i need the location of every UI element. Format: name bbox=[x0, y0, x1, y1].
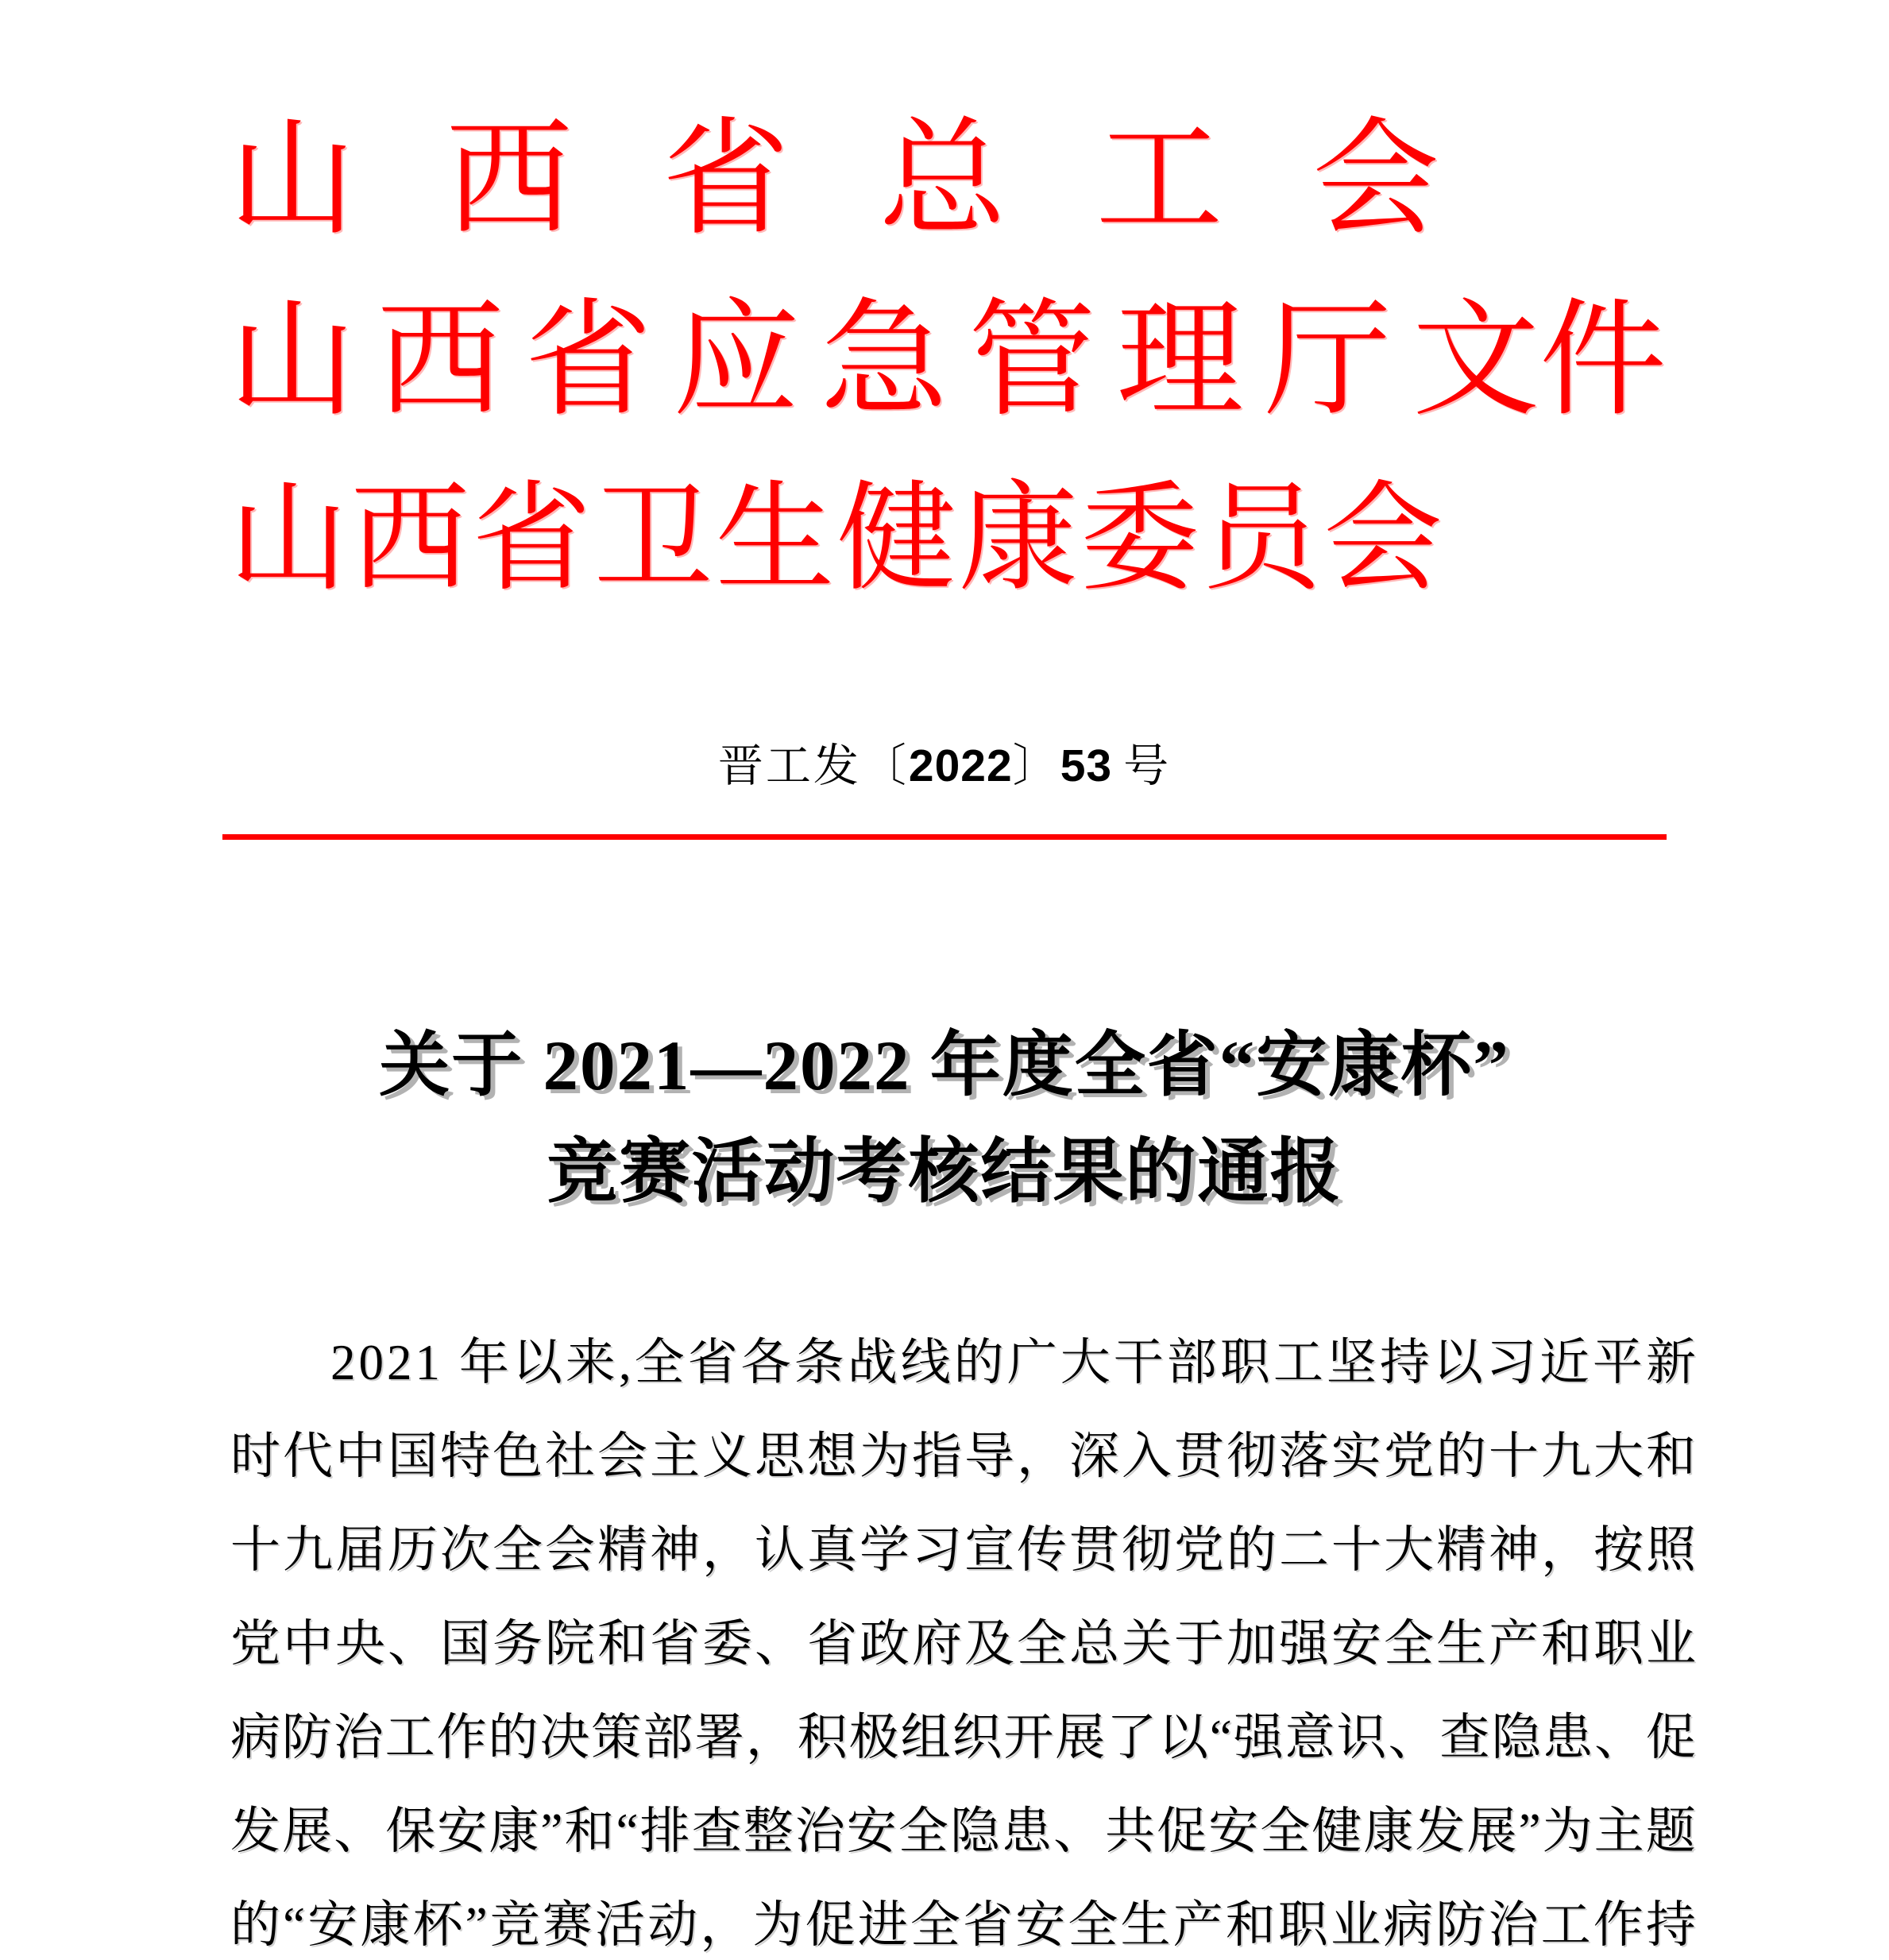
body-glyph: 大 bbox=[1060, 1334, 1111, 1390]
body-glyph: 职 bbox=[1219, 1334, 1270, 1390]
body-glyph: 意 bbox=[1284, 1709, 1335, 1765]
body-glyph: 、 bbox=[1594, 1709, 1645, 1765]
body-glyph: 关 bbox=[1122, 1615, 1172, 1672]
body-glyph: 年 bbox=[458, 1334, 509, 1390]
body-text-line bbox=[230, 1503, 1696, 1597]
body-glyph: 和 bbox=[1541, 1615, 1591, 1672]
body-glyph: 查 bbox=[691, 1803, 742, 1859]
body-glyph: 二 bbox=[1279, 1521, 1329, 1578]
letterhead-glyph: 健 bbox=[836, 474, 956, 605]
body-glyph: 极 bbox=[848, 1709, 899, 1765]
letterhead-glyph: 山 bbox=[229, 109, 357, 250]
body-glyph: 患 bbox=[1543, 1709, 1593, 1765]
body-glyph: 进 bbox=[857, 1896, 908, 1953]
body-glyph: 竞 bbox=[489, 1896, 540, 1953]
body-glyph: 查 bbox=[1439, 1709, 1490, 1765]
body-glyph: 展 bbox=[1055, 1709, 1106, 1765]
letterhead-glyph: 省 bbox=[524, 290, 652, 431]
letterhead-glyph: 委 bbox=[1080, 474, 1199, 605]
body-text-line bbox=[230, 1691, 1696, 1784]
body-glyph: 九 bbox=[1541, 1428, 1591, 1484]
body-glyph: 精 bbox=[597, 1521, 647, 1578]
letterhead-glyph: 康 bbox=[958, 474, 1078, 605]
body-glyph: “ bbox=[616, 1803, 639, 1859]
body-glyph: 赛 bbox=[542, 1896, 593, 1953]
body-paragraph bbox=[230, 1316, 1696, 1960]
body-glyph: 业 bbox=[1646, 1615, 1696, 1672]
body-glyph: 党 bbox=[230, 1615, 280, 1672]
body-glyph: 1 bbox=[415, 1334, 441, 1390]
body-glyph: 和 bbox=[597, 1615, 647, 1672]
letterhead-glyph: 山 bbox=[229, 290, 357, 431]
body-glyph: 发 bbox=[230, 1803, 280, 1859]
body-glyph: 总 bbox=[1069, 1615, 1119, 1672]
body-glyph: 以 bbox=[1158, 1709, 1209, 1765]
body-glyph: 十 bbox=[230, 1521, 280, 1578]
body-glyph: 彻 bbox=[1226, 1428, 1277, 1484]
body-glyph: 会 bbox=[545, 1521, 595, 1578]
body-glyph: 代 bbox=[283, 1428, 333, 1484]
body-glyph: 和 bbox=[1646, 1428, 1696, 1484]
body-glyph: 学 bbox=[860, 1521, 910, 1578]
doc-number-suffix: 号 bbox=[1123, 741, 1172, 791]
body-glyph: 省 bbox=[963, 1896, 1014, 1953]
body-glyph: 安 bbox=[307, 1896, 358, 1953]
letterhead-glyph: 西 bbox=[350, 474, 470, 605]
body-glyph: 防 bbox=[281, 1709, 332, 1765]
body-glyph: ， bbox=[1541, 1521, 1591, 1578]
body-glyph: 次 bbox=[440, 1521, 490, 1578]
body-glyph: 安 bbox=[437, 1803, 488, 1859]
issuer-line-health-commission bbox=[229, 474, 1443, 605]
body-glyph: 国 bbox=[388, 1428, 438, 1484]
letterhead-glyph: 卫 bbox=[593, 474, 713, 605]
red-divider-rule bbox=[222, 834, 1667, 840]
body-glyph: 积 bbox=[797, 1709, 848, 1765]
body-glyph: 为 bbox=[1542, 1803, 1593, 1859]
body-glyph: 作 bbox=[436, 1709, 487, 1765]
letterhead-glyph: 急 bbox=[820, 290, 948, 431]
body-glyph: 为 bbox=[860, 1428, 910, 1484]
body-glyph: 康 bbox=[489, 1803, 539, 1859]
body-glyph: 的 bbox=[488, 1709, 539, 1765]
letterhead-glyph: 生 bbox=[715, 474, 835, 605]
body-glyph: 习 bbox=[912, 1521, 962, 1578]
body-glyph: ， bbox=[702, 1521, 752, 1578]
body-glyph: 落 bbox=[1279, 1428, 1329, 1484]
body-glyph: 府 bbox=[912, 1615, 962, 1672]
body-glyph: 全 bbox=[634, 1334, 685, 1390]
body-glyph: 2 bbox=[330, 1334, 356, 1390]
body-glyph: 治 bbox=[1488, 1896, 1539, 1953]
body-glyph: 会 bbox=[597, 1428, 647, 1484]
body-glyph: 导 bbox=[964, 1428, 1014, 1484]
body-glyph: 近 bbox=[1539, 1334, 1590, 1390]
body-glyph: 届 bbox=[335, 1521, 385, 1578]
body-glyph: 2 bbox=[387, 1334, 412, 1390]
document-number bbox=[0, 739, 1889, 794]
body-glyph: 安 bbox=[1331, 1615, 1381, 1672]
body-glyph: 党 bbox=[1174, 1521, 1224, 1578]
body-glyph: 坚 bbox=[1326, 1334, 1377, 1390]
body-glyph: 患 bbox=[1001, 1803, 1052, 1859]
body-glyph: 按 bbox=[1593, 1521, 1644, 1578]
body-glyph: 产 bbox=[1172, 1896, 1223, 1953]
body-glyph: 工 bbox=[1273, 1334, 1323, 1390]
body-glyph: 排 bbox=[639, 1803, 690, 1859]
body-glyph: 全 bbox=[898, 1803, 948, 1859]
body-glyph: 的 bbox=[953, 1334, 1004, 1390]
body-glyph: “ bbox=[283, 1896, 306, 1953]
body-glyph: 社 bbox=[545, 1428, 595, 1484]
doc-number-year: 2022 bbox=[908, 740, 1013, 791]
body-glyph: 、 bbox=[388, 1615, 438, 1672]
body-glyph: 健 bbox=[1311, 1803, 1362, 1859]
body-glyph: 产 bbox=[1489, 1615, 1539, 1672]
body-glyph: 、 bbox=[1053, 1803, 1103, 1859]
body-glyph: 指 bbox=[912, 1428, 962, 1484]
letterhead-glyph: 山 bbox=[229, 474, 349, 605]
body-text-line bbox=[230, 1409, 1696, 1503]
body-glyph: 十 bbox=[1331, 1521, 1381, 1578]
body-glyph: 活 bbox=[595, 1896, 646, 1953]
body-glyph: 宣 bbox=[964, 1521, 1014, 1578]
letterhead-glyph: 会 bbox=[1311, 109, 1439, 250]
letterhead-glyph: 西 bbox=[377, 290, 504, 431]
body-glyph: 历 bbox=[388, 1521, 438, 1578]
body-glyph: 大 bbox=[1593, 1428, 1644, 1484]
document-title-line-2: 竞赛活动考核结果的通报 bbox=[547, 1134, 1342, 1212]
body-glyph: 委 bbox=[702, 1615, 752, 1672]
body-glyph: 广 bbox=[1006, 1334, 1057, 1390]
letterhead-glyph: 应 bbox=[672, 290, 800, 431]
body-glyph: 、 bbox=[334, 1803, 384, 1859]
body-glyph: 义 bbox=[702, 1428, 752, 1484]
body-glyph: 条 bbox=[794, 1334, 844, 1390]
body-glyph: 杯 bbox=[412, 1896, 463, 1953]
body-glyph: 促 bbox=[1157, 1803, 1207, 1859]
body-glyph: 和 bbox=[1225, 1896, 1276, 1953]
body-glyph: 促 bbox=[1645, 1709, 1696, 1765]
body-glyph: 持 bbox=[1645, 1896, 1696, 1953]
body-glyph: 强 bbox=[1279, 1615, 1329, 1672]
issuer-line-federation-of-trade-unions bbox=[229, 109, 1439, 250]
body-glyph: 题 bbox=[1645, 1803, 1696, 1859]
body-glyph: 和 bbox=[564, 1803, 615, 1859]
body-glyph: 院 bbox=[545, 1615, 595, 1672]
issuer-line-emergency-management-dept bbox=[229, 290, 1667, 431]
body-glyph: 主 bbox=[650, 1428, 700, 1484]
body-text-line bbox=[230, 1316, 1696, 1409]
body-glyph: 以 bbox=[1432, 1334, 1483, 1390]
body-glyph: 康 bbox=[1363, 1803, 1414, 1859]
body-glyph: 干 bbox=[1113, 1334, 1164, 1390]
body-glyph: 、 bbox=[755, 1615, 805, 1672]
body-glyph: 部 bbox=[1166, 1334, 1217, 1390]
body-glyph: 来 bbox=[565, 1334, 616, 1390]
body-glyph: 中 bbox=[283, 1615, 333, 1672]
body-glyph: 展 bbox=[1466, 1803, 1517, 1859]
doc-number-serial: 53 bbox=[1060, 740, 1113, 791]
letterhead-glyph: 厅 bbox=[1264, 290, 1392, 431]
body-glyph: 工 bbox=[384, 1709, 435, 1765]
body-glyph: 央 bbox=[335, 1615, 385, 1672]
body-glyph: 神 bbox=[1489, 1521, 1539, 1578]
letterhead-glyph: 省 bbox=[662, 109, 790, 250]
body-text-line bbox=[230, 1784, 1696, 1878]
body-glyph: 策 bbox=[591, 1709, 642, 1765]
body-glyph: 安 bbox=[846, 1803, 897, 1859]
body-glyph: 全 bbox=[1068, 1896, 1118, 1953]
letterhead-glyph: 会 bbox=[1323, 474, 1443, 605]
letterhead-glyph: 总 bbox=[879, 109, 1006, 250]
body-glyph: ” bbox=[1518, 1803, 1541, 1859]
body-glyph: 的 bbox=[1226, 1521, 1277, 1578]
body-glyph: 线 bbox=[900, 1334, 951, 1390]
body-glyph: ” bbox=[540, 1803, 563, 1859]
body-glyph: 持 bbox=[1379, 1334, 1430, 1390]
body-glyph: 隐 bbox=[949, 1803, 1000, 1859]
body-text-line bbox=[230, 1878, 1696, 1960]
body-text-line bbox=[230, 1597, 1696, 1691]
body-glyph: 发 bbox=[1415, 1803, 1466, 1859]
body-glyph: 战 bbox=[847, 1334, 898, 1390]
body-glyph bbox=[443, 1338, 456, 1388]
body-glyph: 隐 bbox=[1491, 1709, 1542, 1765]
body-glyph: 十 bbox=[1489, 1428, 1539, 1484]
body-glyph: 政 bbox=[860, 1615, 910, 1672]
body-glyph: 全 bbox=[1017, 1615, 1067, 1672]
body-glyph: 中 bbox=[335, 1428, 385, 1484]
body-glyph: 省 bbox=[807, 1615, 857, 1672]
body-glyph: 务 bbox=[493, 1615, 543, 1672]
body-glyph: 九 bbox=[283, 1521, 333, 1578]
doc-number-agency-code: 晋工发 bbox=[717, 741, 861, 791]
body-glyph: 真 bbox=[807, 1521, 857, 1578]
letterhead-glyph: 工 bbox=[1095, 109, 1223, 250]
body-glyph: 工 bbox=[1540, 1896, 1591, 1953]
body-glyph: 整 bbox=[743, 1803, 794, 1859]
body-glyph: 病 bbox=[230, 1709, 280, 1765]
body-glyph: 大 bbox=[1384, 1521, 1434, 1578]
body-glyph: 新 bbox=[1645, 1334, 1696, 1390]
body-glyph: 全 bbox=[1260, 1803, 1311, 1859]
body-glyph: 想 bbox=[807, 1428, 857, 1484]
letterhead-glyph: 文件 bbox=[1412, 290, 1667, 431]
body-glyph: 织 bbox=[952, 1709, 1002, 1765]
body-glyph: 康 bbox=[360, 1896, 411, 1953]
body-glyph: 强 bbox=[1233, 1709, 1284, 1765]
body-glyph: 开 bbox=[1003, 1709, 1054, 1765]
body-glyph: 平 bbox=[1592, 1334, 1643, 1390]
body-glyph: 全 bbox=[493, 1521, 543, 1578]
body-glyph: 职 bbox=[1277, 1896, 1328, 1953]
body-glyph: 识 bbox=[1336, 1709, 1387, 1765]
body-glyph: 贯 bbox=[1174, 1428, 1224, 1484]
body-glyph: ， bbox=[700, 1896, 751, 1953]
body-glyph: ， bbox=[1017, 1428, 1067, 1484]
body-glyph: 实 bbox=[1331, 1428, 1381, 1484]
body-glyph: 署 bbox=[694, 1709, 745, 1765]
body-glyph: 神 bbox=[650, 1521, 700, 1578]
document-title-line-1: 关于 2021—2022 年度全省“安康杯” bbox=[379, 1027, 1510, 1105]
body-glyph: 为 bbox=[752, 1896, 803, 1953]
body-glyph: 决 bbox=[539, 1709, 590, 1765]
body-glyph: 防 bbox=[1435, 1896, 1486, 1953]
body-glyph: 以 bbox=[512, 1334, 562, 1390]
body-glyph: 治 bbox=[333, 1709, 384, 1765]
body-glyph: 的 bbox=[1436, 1428, 1486, 1484]
body-glyph: 习 bbox=[1485, 1334, 1536, 1390]
body-glyph: 促 bbox=[805, 1896, 856, 1953]
body-glyph: 部 bbox=[643, 1709, 693, 1765]
body-glyph: 生 bbox=[1436, 1615, 1486, 1672]
body-glyph: 动 bbox=[647, 1896, 698, 1953]
body-glyph: 于 bbox=[1174, 1615, 1224, 1672]
body-glyph: 传 bbox=[1017, 1521, 1067, 1578]
doc-number-bracket-open: 〔 bbox=[860, 741, 909, 791]
body-glyph: 展 bbox=[282, 1803, 333, 1859]
body-glyph: 色 bbox=[493, 1428, 543, 1484]
body-glyph: 特 bbox=[440, 1428, 490, 1484]
body-glyph: 作 bbox=[1593, 1896, 1644, 1953]
body-glyph: 彻 bbox=[1122, 1521, 1172, 1578]
body-glyph: 思 bbox=[755, 1428, 805, 1484]
body-glyph: 深 bbox=[1069, 1428, 1119, 1484]
body-glyph: 0 bbox=[358, 1334, 384, 1390]
body-glyph: 精 bbox=[1436, 1521, 1486, 1578]
body-glyph: 共 bbox=[1105, 1803, 1156, 1859]
body-glyph: 省 bbox=[650, 1615, 700, 1672]
letterhead-glyph: 理 bbox=[1116, 290, 1244, 431]
body-glyph: ， bbox=[745, 1709, 796, 1765]
body-glyph: 认 bbox=[755, 1521, 805, 1578]
body-glyph: 治 bbox=[794, 1803, 845, 1859]
body-glyph: “ bbox=[1209, 1709, 1232, 1765]
letterhead-glyph: 员 bbox=[1201, 474, 1321, 605]
body-glyph: 安 bbox=[1015, 1896, 1066, 1953]
body-glyph: 生 bbox=[1120, 1896, 1171, 1953]
letterhead-glyph: 管 bbox=[968, 290, 1096, 431]
body-glyph: 、 bbox=[1388, 1709, 1439, 1765]
body-glyph: 了 bbox=[1107, 1709, 1157, 1765]
body-glyph: 业 bbox=[1331, 1896, 1381, 1953]
body-glyph: 全 bbox=[1384, 1615, 1434, 1672]
body-glyph: 职 bbox=[1593, 1615, 1644, 1672]
body-glyph: 党 bbox=[1384, 1428, 1434, 1484]
body-glyph: 主 bbox=[1593, 1803, 1644, 1859]
body-glyph: 国 bbox=[440, 1615, 490, 1672]
body-glyph: 照 bbox=[1646, 1521, 1696, 1578]
body-glyph: 保 bbox=[385, 1803, 436, 1859]
body-glyph: 全 bbox=[910, 1896, 960, 1953]
body-glyph: 的 bbox=[230, 1896, 280, 1953]
body-glyph: 省 bbox=[687, 1334, 738, 1390]
body-glyph: 及 bbox=[964, 1615, 1014, 1672]
doc-number-bracket-close: 〕 bbox=[1012, 741, 1060, 791]
body-glyph: 加 bbox=[1226, 1615, 1277, 1672]
body-glyph: 各 bbox=[740, 1334, 791, 1390]
body-glyph: ” bbox=[465, 1896, 488, 1953]
letterhead-glyph: 省 bbox=[472, 474, 592, 605]
letterhead-glyph: 西 bbox=[445, 109, 573, 250]
body-glyph: 安 bbox=[1208, 1803, 1259, 1859]
body-glyph: 时 bbox=[230, 1428, 280, 1484]
body-glyph: 入 bbox=[1122, 1428, 1172, 1484]
body-glyph: 组 bbox=[900, 1709, 951, 1765]
body-glyph: 贯 bbox=[1069, 1521, 1119, 1578]
body-glyph: , bbox=[618, 1334, 632, 1390]
body-glyph: 病 bbox=[1383, 1896, 1434, 1953]
